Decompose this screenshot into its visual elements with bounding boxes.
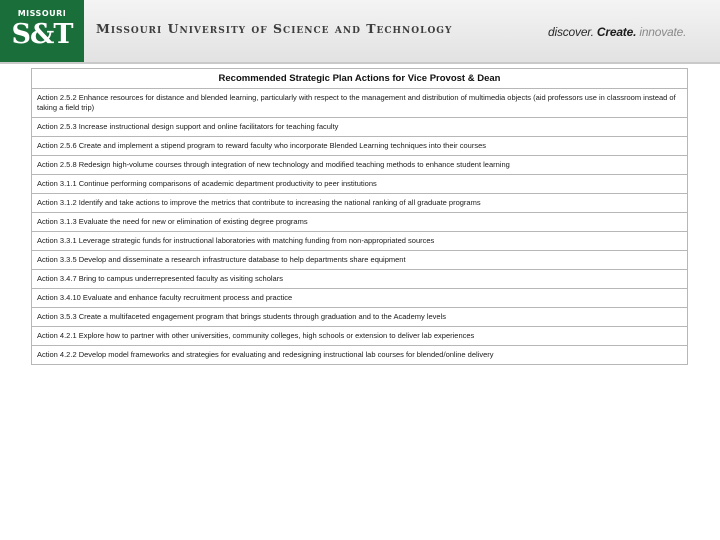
table-row (32, 270, 688, 289)
action-2-5-2: Action 2.5.2 Enhance resources for distance and blended learning, particularly with respect to the management and distribution of multimedia objects (aid professors use in classroom instead of taking a field trip) (32, 89, 688, 118)
table-title: Recommended Strategic Plan Actions for Vice Provost & Dean (32, 69, 688, 89)
action-3-5-3: Action 3.5.3 Create a multifaceted engagement program that brings students through graduation and to the Academy levels (32, 308, 688, 327)
logo-top-text: MISSOURI (17, 9, 67, 18)
action-2-5-6: Action 2.5.6 Create and implement a stipend program to reward faculty who incorporate Blended Learning techniques into their courses (32, 137, 688, 156)
header-banner (0, 0, 720, 64)
tagline-innovate: innovate. (639, 25, 687, 39)
action-2-5-3: Action 2.5.3 Increase instructional design support and online facilitators for teaching faculty (32, 118, 688, 137)
table-row (32, 232, 688, 251)
table-row (32, 175, 688, 194)
action-3-4-7: Action 3.4.7 Bring to campus underrepresented faculty as visiting scholars (32, 270, 688, 289)
table-row (32, 213, 688, 232)
table-row (32, 346, 688, 365)
action-4-2-1: Action 4.2.1 Explore how to partner with other universities, community colleges, high schools or extension to deliver lab experiences (32, 327, 688, 346)
university-logo[interactable] (0, 0, 84, 62)
tagline-discover: discover. (548, 25, 594, 39)
table-row (32, 118, 688, 137)
table-row (32, 327, 688, 346)
table-row (32, 89, 688, 118)
table-row (32, 137, 688, 156)
action-3-1-3: Action 3.1.3 Evaluate the need for new or elimination of existing degree programs (32, 213, 688, 232)
action-4-2-2: Action 4.2.2 Develop model frameworks and strategies for evaluating and redesigning instructional lab courses for blended/online delivery (32, 346, 688, 365)
university-name: Missouri University of Science and Technology (96, 21, 453, 36)
action-2-5-8: Action 2.5.8 Redesign high-volume courses through integration of new technology and modified teaching methods to enhance student learning (32, 156, 688, 175)
logo-main-text: S&T (11, 19, 73, 50)
table-header-row (32, 69, 688, 89)
tagline (548, 25, 713, 39)
tagline-create: Create. (596, 25, 637, 39)
action-3-1-1: Action 3.1.1 Continue performing comparisons of academic department productivity to peer institutions (32, 175, 688, 194)
table-row (32, 156, 688, 175)
table-row (32, 289, 688, 308)
action-3-4-10: Action 3.4.10 Evaluate and enhance faculty recruitment process and practice (32, 289, 688, 308)
table-row (32, 308, 688, 327)
table-row (32, 194, 688, 213)
action-3-3-1: Action 3.3.1 Leverage strategic funds for instructional laboratories with matching funding from non-appropriated sources (32, 232, 688, 251)
action-3-3-5: Action 3.3.5 Develop and disseminate a research infrastructure database to help departments share equipment (32, 251, 688, 270)
strategic-plan-table (31, 68, 688, 365)
action-3-1-2: Action 3.1.2 Identify and take actions to improve the metrics that contribute to increasing the national ranking of all graduate programs (32, 194, 688, 213)
table-row (32, 251, 688, 270)
